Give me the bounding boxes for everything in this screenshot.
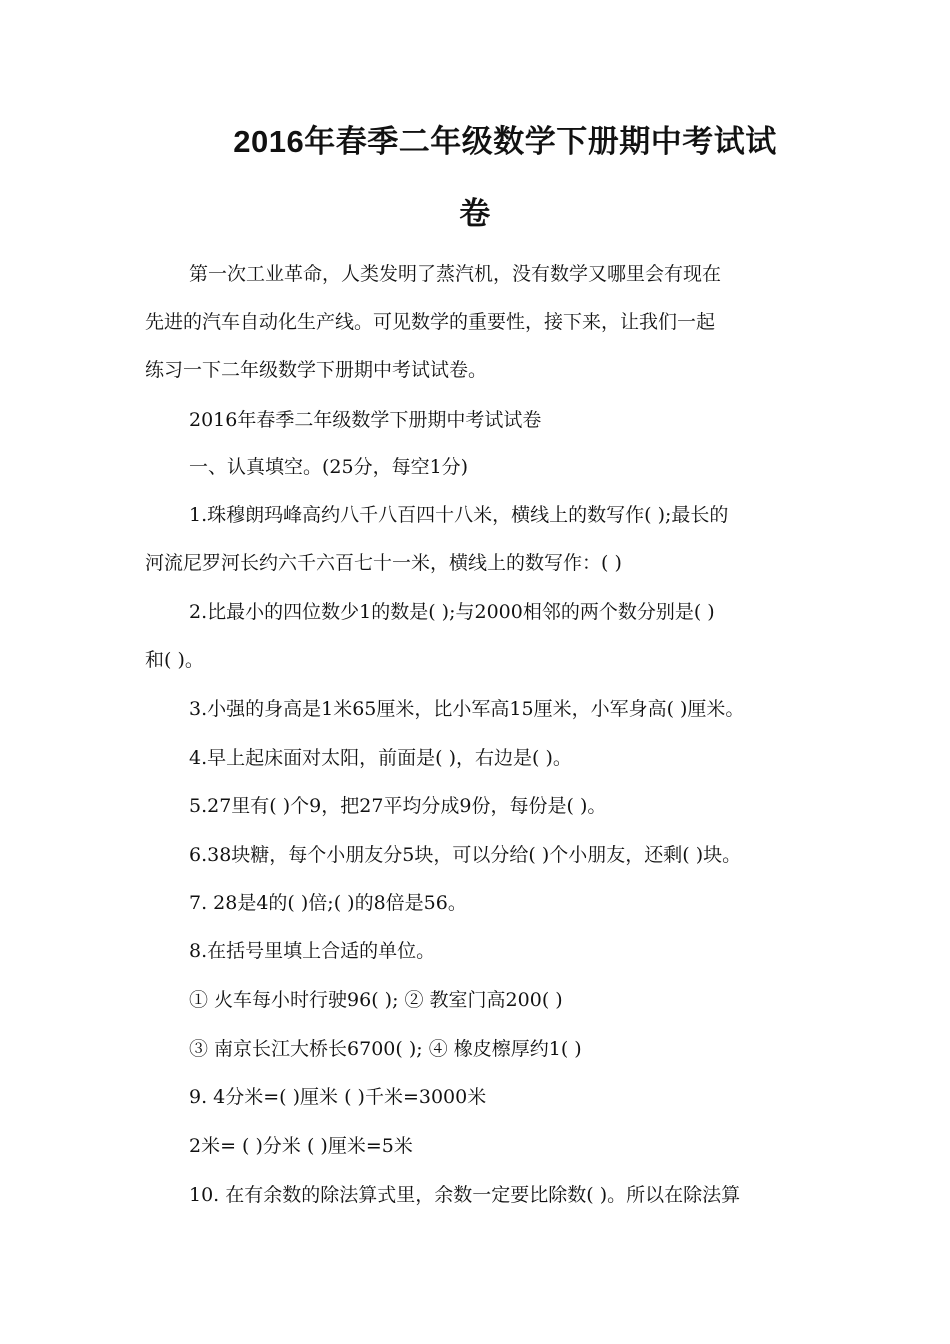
intro-line-1: 第一次工业革命，人类发明了蒸汽机，没有数学又哪里会有现在 xyxy=(189,263,722,285)
question-1-line-1: 1.珠穆朗玛峰高约八千八百四十八米，横线上的数写作( );最长的 xyxy=(189,504,729,526)
subtitle: 2016年春季二年级数学下册期中考试试卷 xyxy=(189,409,542,431)
question-6: 6.38块糖，每个小朋友分5块，可以分给( )个小朋友，还剩( )块。 xyxy=(189,844,742,866)
document-title-line-2: 卷 xyxy=(459,196,491,231)
question-2-line-2: 和( )。 xyxy=(145,649,204,671)
question-7: 7. 28是4的( )倍;( )的8倍是56。 xyxy=(189,892,467,914)
question-9-line-2: 2米= ( )分米 ( )厘米=5米 xyxy=(189,1135,413,1157)
question-10-line-1: 10. 在有余数的除法算式里，余数一定要比除数( )。所以在除法算 xyxy=(189,1184,741,1206)
question-5: 5.27里有( )个9，把27平均分成9份，每份是( )。 xyxy=(189,795,607,817)
question-3: 3.小强的身高是1米65厘米，比小军高15厘米，小军身高( )厘米。 xyxy=(189,698,745,720)
question-4: 4.早上起床面对太阳，前面是( )，右边是( )。 xyxy=(189,747,572,769)
question-8-items-1-2: ① 火车每小时行驶96( ); ② 教室门高200( ) xyxy=(189,989,563,1011)
intro-line-2: 先进的汽车自动化生产线。可见数学的重要性，接下来，让我们一起 xyxy=(145,311,716,333)
intro-line-3: 练习一下二年级数学下册期中考试试卷。 xyxy=(145,359,488,381)
document-title-line-1: 2016年春季二年级数学下册期中考试试 xyxy=(233,124,777,159)
section-heading: 一、认真填空。(25分，每空1分) xyxy=(189,456,469,478)
question-9-line-1: 9. 4分米=( )厘米 ( )千米=3000米 xyxy=(189,1086,487,1108)
question-8: 8.在括号里填上合适的单位。 xyxy=(189,940,436,962)
question-2-line-1: 2.比最小的四位数少1的数是( );与2000相邻的两个数分别是( ) xyxy=(189,601,715,623)
question-1-line-2: 河流尼罗河长约六千六百七十一米，横线上的数写作：( ) xyxy=(145,552,622,574)
question-8-items-3-4: ③ 南京长江大桥长6700( ); ④ 橡皮檫厚约1( ) xyxy=(189,1038,582,1060)
